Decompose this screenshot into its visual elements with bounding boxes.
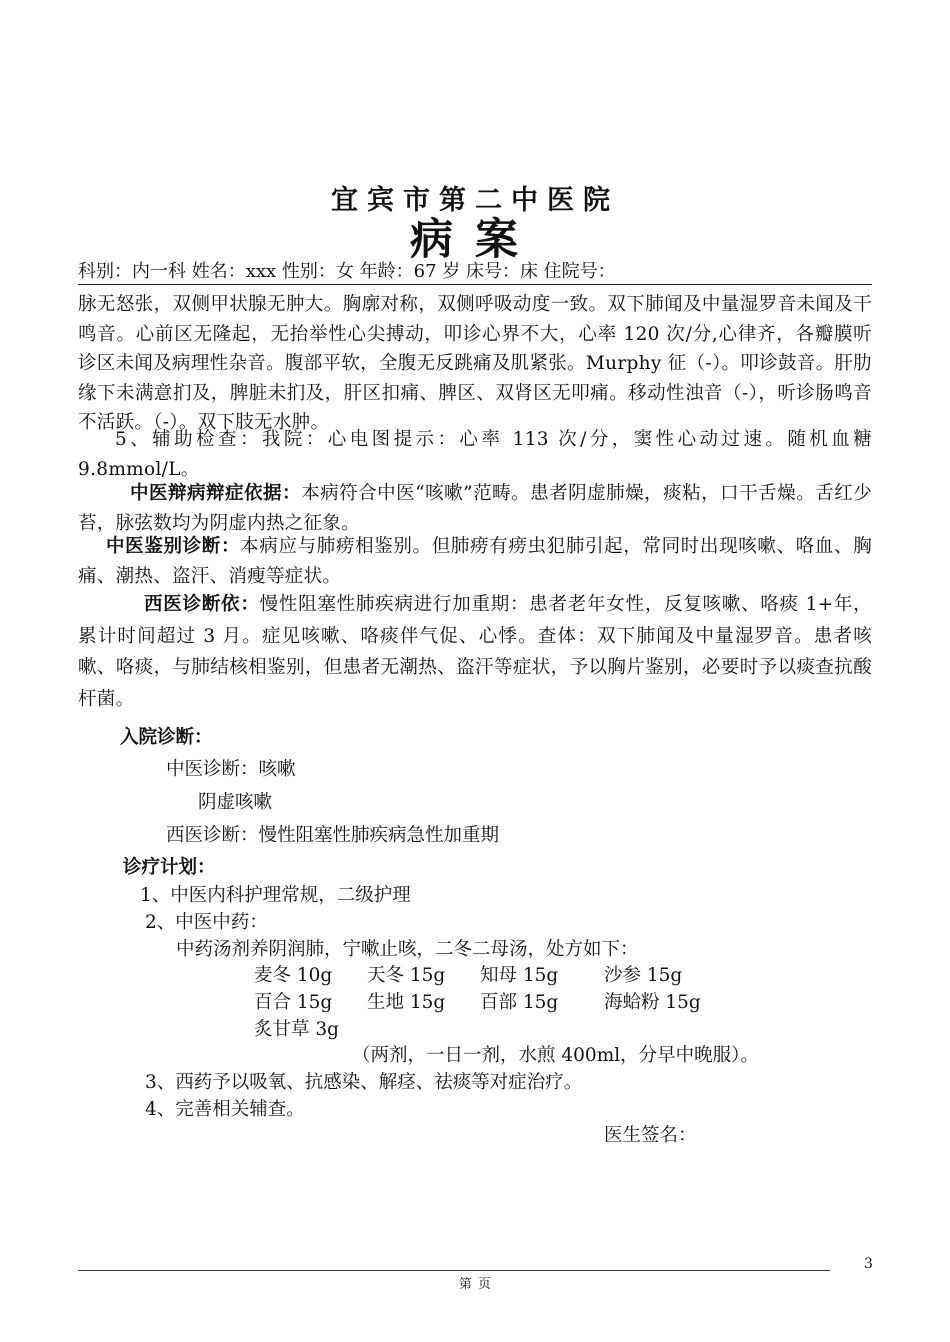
herb-item: 海蛤粉 15g — [604, 992, 701, 1013]
tcm-basis-label: 中医辩病辩症依据： — [130, 483, 302, 504]
page-number: 3 — [864, 1256, 873, 1272]
prescription-intro: 中药汤剂养阴润肺，宁嗽止咳，二冬二母汤，处方如下： — [176, 939, 639, 960]
wm-basis-text: 慢性阻塞性肺疾病进行加重期：患者老年女性，反复咳嗽、咯痰 1+年，累计时间超过 3 月。症见咳嗽、咯痰伴气促、心悸。查体：双下肺闻及中量湿罗音。患者咳嗽、咯痰，与肺结核相鉴别，但患者无潮热、盗汗等症状，予以胸片鉴别，必要时予以痰查抗酸杆菌。 — [78, 594, 872, 710]
plan-item-2: 2、中医中药： — [145, 912, 268, 933]
tcm-diff-text: 本病应与肺痨相鉴别。但肺痨有痨虫犯肺引起，常同时出现咳嗽、咯血、胸痛、潮热、盗汗、消瘦等症状。 — [78, 536, 873, 587]
plan-item-3: 3、西药予以吸氧、抗感染、解痉、祛痰等对症治疗。 — [145, 1072, 583, 1093]
herb-item: 知母 15g — [480, 965, 559, 986]
doctor-signature-label: 医生签名： — [604, 1125, 697, 1146]
herb-item: 百合 15g — [254, 992, 333, 1013]
page-label: 第 页 — [458, 1277, 492, 1292]
auxiliary-exam-paragraph: 5、辅助检查：我院：心电图提示：心率 113 次/分，窦性心动过速。随机血糖 9.8mmol/L。 — [78, 429, 872, 480]
plan-item-4: 4、完善相关辅查。 — [145, 1099, 305, 1120]
herb-item: 炙甘草 3g — [254, 1019, 339, 1040]
treatment-plan-label: 诊疗计划： — [123, 857, 216, 878]
herb-item: 生地 15g — [367, 992, 446, 1013]
tcm-diagnosis: 中医诊断：咳嗽 — [166, 759, 296, 780]
wm-basis-paragraph — [78, 589, 872, 715]
tcm-diff-paragraph — [78, 532, 872, 591]
tcm-diff-label: 中医鉴别诊断： — [106, 536, 241, 557]
document-title: 病案 — [410, 215, 540, 265]
herb-item: 百部 15g — [480, 992, 559, 1013]
admission-diagnosis-label: 入院诊断： — [120, 727, 213, 748]
plan-item-1: 1、中医内科护理常规，二级护理 — [140, 885, 411, 906]
herb-item: 沙参 15g — [604, 965, 683, 986]
footer-rule — [78, 1270, 830, 1271]
hospital-name: 宜宾市第二中医院 — [331, 185, 619, 216]
physical-exam-paragraph: 脉无怒张，双侧甲状腺无肿大。胸廓对称，双侧呼吸动度一致。双下肺闻及中量湿罗音未闻及干鸣音。心前区无隆起，无抬举性心尖搏动，叩诊心界不大，心率 120 次/分,心律齐，各瓣膜听诊区未闻及病理性杂音。腹部平软，全腹无反跳痛及肌紧张。Murphy 征（-）。叩诊鼓音。肝肋缘下未满意扪及，脾脏未扪及，肝区扣痛、脾区、双肾区无叩痛。移动性浊音（-），听诊肠鸣音不活跃。（-）。双下肢无水肿。 — [78, 294, 872, 433]
header-rule — [78, 284, 872, 285]
tcm-basis-text: 本病符合中医“咳嗽”范畴。患者阴虚肺燥，痰粘，口干舌燥。舌红少苔，脉弦数均为阴虚内热之征象。 — [78, 483, 873, 534]
wm-diagnosis: 西医诊断：慢性阻塞性肺疾病急性加重期 — [166, 825, 500, 846]
wm-basis-label: 西医诊断依： — [144, 594, 260, 615]
tcm-basis-paragraph — [78, 479, 872, 538]
tcm-diagnosis-sub: 阴虚咳嗽 — [198, 792, 273, 813]
dosage-note: （两剂，一日一剂，水煎 400ml，分早中晚服）。 — [352, 1045, 759, 1066]
herb-item: 麦冬 10g — [254, 965, 333, 986]
patient-info-line: 科别：内一科 姓名：xxx 性别：女 年龄：67 岁 床号：床 住院号： — [78, 261, 616, 282]
herb-item: 天冬 15g — [367, 965, 446, 986]
